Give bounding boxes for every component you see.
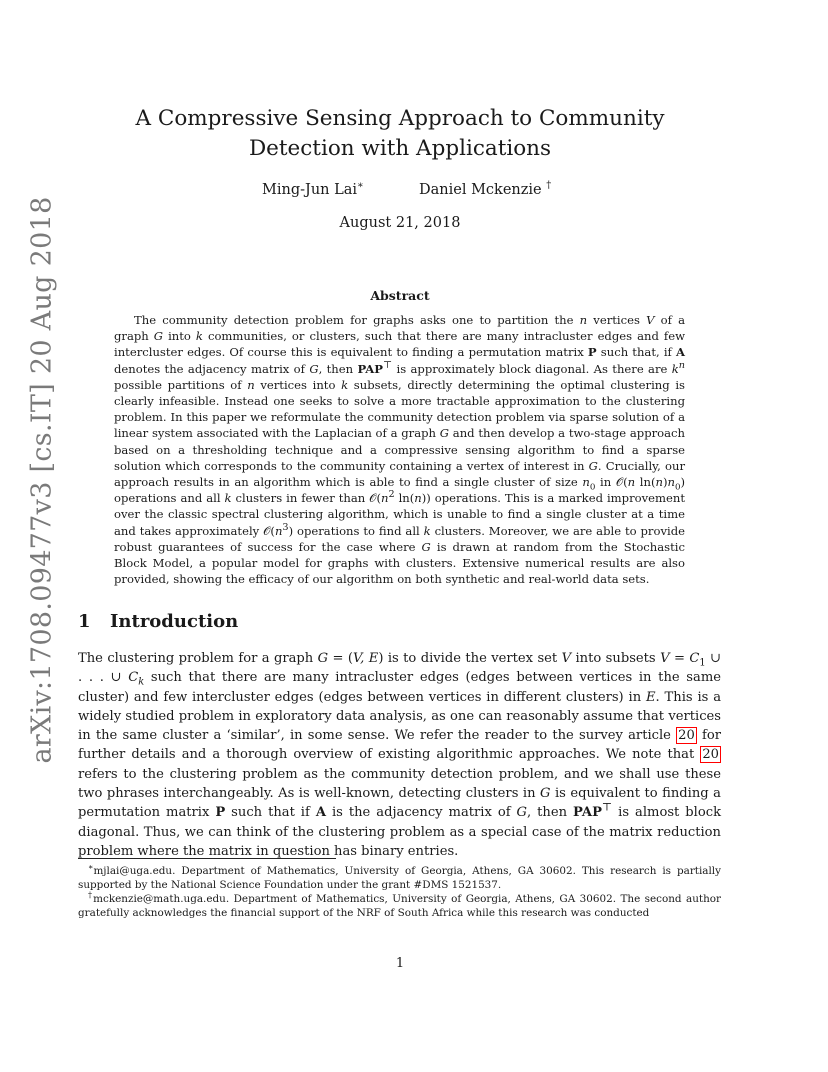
footnote-1-mark: ∗	[88, 862, 94, 872]
abstract-text: The community detection problem for graphs asks one to partition the n vertices V of a graph G into k communities, or clusters, such that there are many intracluster edges and few intercluster edges. Of course this is equivalent to finding a permutation matrix P such that, if A denotes the adjacency matrix of G, then PAP⊤ is approximately block diagonal. As there are $k^n$ possible partitions of n vertices into k subsets, directly determining the optimal clustering is clearly infeasible. Instead one seeks to solve a more tractable approximation to the clustering problem. In this paper we reformulate the community detection problem via sparse solution of a linear system associated with the Laplacian of a graph G and then develop a two-stage approach based on a thresholding technique and a compressive sensing algorithm to find a sparse solution which corresponds to the community containing a vertex of interest in G. Crucially, our approach results in an algorithm which is able to find a single cluster of size $n_0$ in 𝒪(n $\ln(n)n_0$) operations and all k clusters in fewer than $𝒪(n^2$ ln(n)) operations. This is a marked improvement over the classic spectral clustering algorithm, which is unable to find a single cluster at a time and takes approximately $𝒪(n^3)$ operations to find all k clusters. Moreover, we are able to provide robust guarantees of success for the case where G is drawn at random from the Stochastic Block Model, a popular model for graphs with clusters. Extensive numerical results are also provided, showing the efficacy of our algorithm on both synthetic and real-world data sets.	[114, 313, 686, 587]
footnote-1-text: mjlai@uga.edu. Department of Mathematics, University of Georgia, Athens, GA 30602. This research is partially supported by the National Science Foundation under the grant #DMS 1521537.	[78, 865, 721, 891]
author-2-mark: †	[546, 180, 552, 192]
page-number: 1	[395, 956, 405, 971]
paper-title: A Compressive Sensing Approach to Community Detection with Applications	[135, 106, 665, 161]
citation-link-2[interactable]: 20	[702, 747, 719, 763]
footnote-2	[78, 892, 721, 920]
section-heading	[78, 611, 238, 632]
section-number: 1	[78, 611, 91, 632]
footnote-2-mark: †	[88, 890, 94, 900]
author-2-name: Daniel Mckenzie	[419, 182, 542, 198]
footnote-2-text: mckenzie@math.uga.edu. Department of Mathematics, University of Georgia, Athens, GA 30602. The second author gratefully acknowledges the financial support of the NRF of South Africa while this research was conducted	[78, 893, 722, 919]
footnote-1	[78, 864, 721, 892]
section-title-text: Introduction	[110, 611, 239, 632]
author-1	[262, 182, 364, 198]
author-1-mark: ∗	[357, 180, 364, 192]
paper-date: August 21, 2018	[339, 215, 461, 231]
introduction-paragraph: The clustering problem for a graph G = (V, E) is to divide the vertex set V into subsets $V = C_1$ ∪ . . . ∪ $C_k$ such that there are many intracluster edges (edges between vertices in the same cluster) and few intercluster edges (edges between vertices in different clusters) in E. This is a widely studied problem in exploratory data analysis, as one can reasonably assume that vertices in the same cluster a ‘similar’, in some sense. We refer the reader to the survey article 20 for further details and a thorough overview of existing algorithmic approaches. We note that 20 refers to the clustering problem as the community detection problem, and we shall use these two phrases interchangeably. As is well-known, detecting clusters in G is equivalent to finding a permutation matrix P such that if A is the adjacency matrix of G, then PAP⊤ is almost block diagonal. Thus, we can think of the clustering problem as a special case of the matrix reduction problem where the matrix in question has binary entries.	[78, 651, 722, 859]
author-1-name: Ming-Jun Lai	[262, 182, 358, 198]
citation-link-1[interactable]: 20	[678, 728, 695, 744]
footnote-divider	[78, 858, 336, 859]
author-2	[419, 182, 551, 198]
abstract-heading: Abstract	[370, 288, 430, 303]
arxiv-identifier-text: arXiv:1708.09477v3 [cs.IT] 20 Aug 2018	[26, 196, 58, 764]
